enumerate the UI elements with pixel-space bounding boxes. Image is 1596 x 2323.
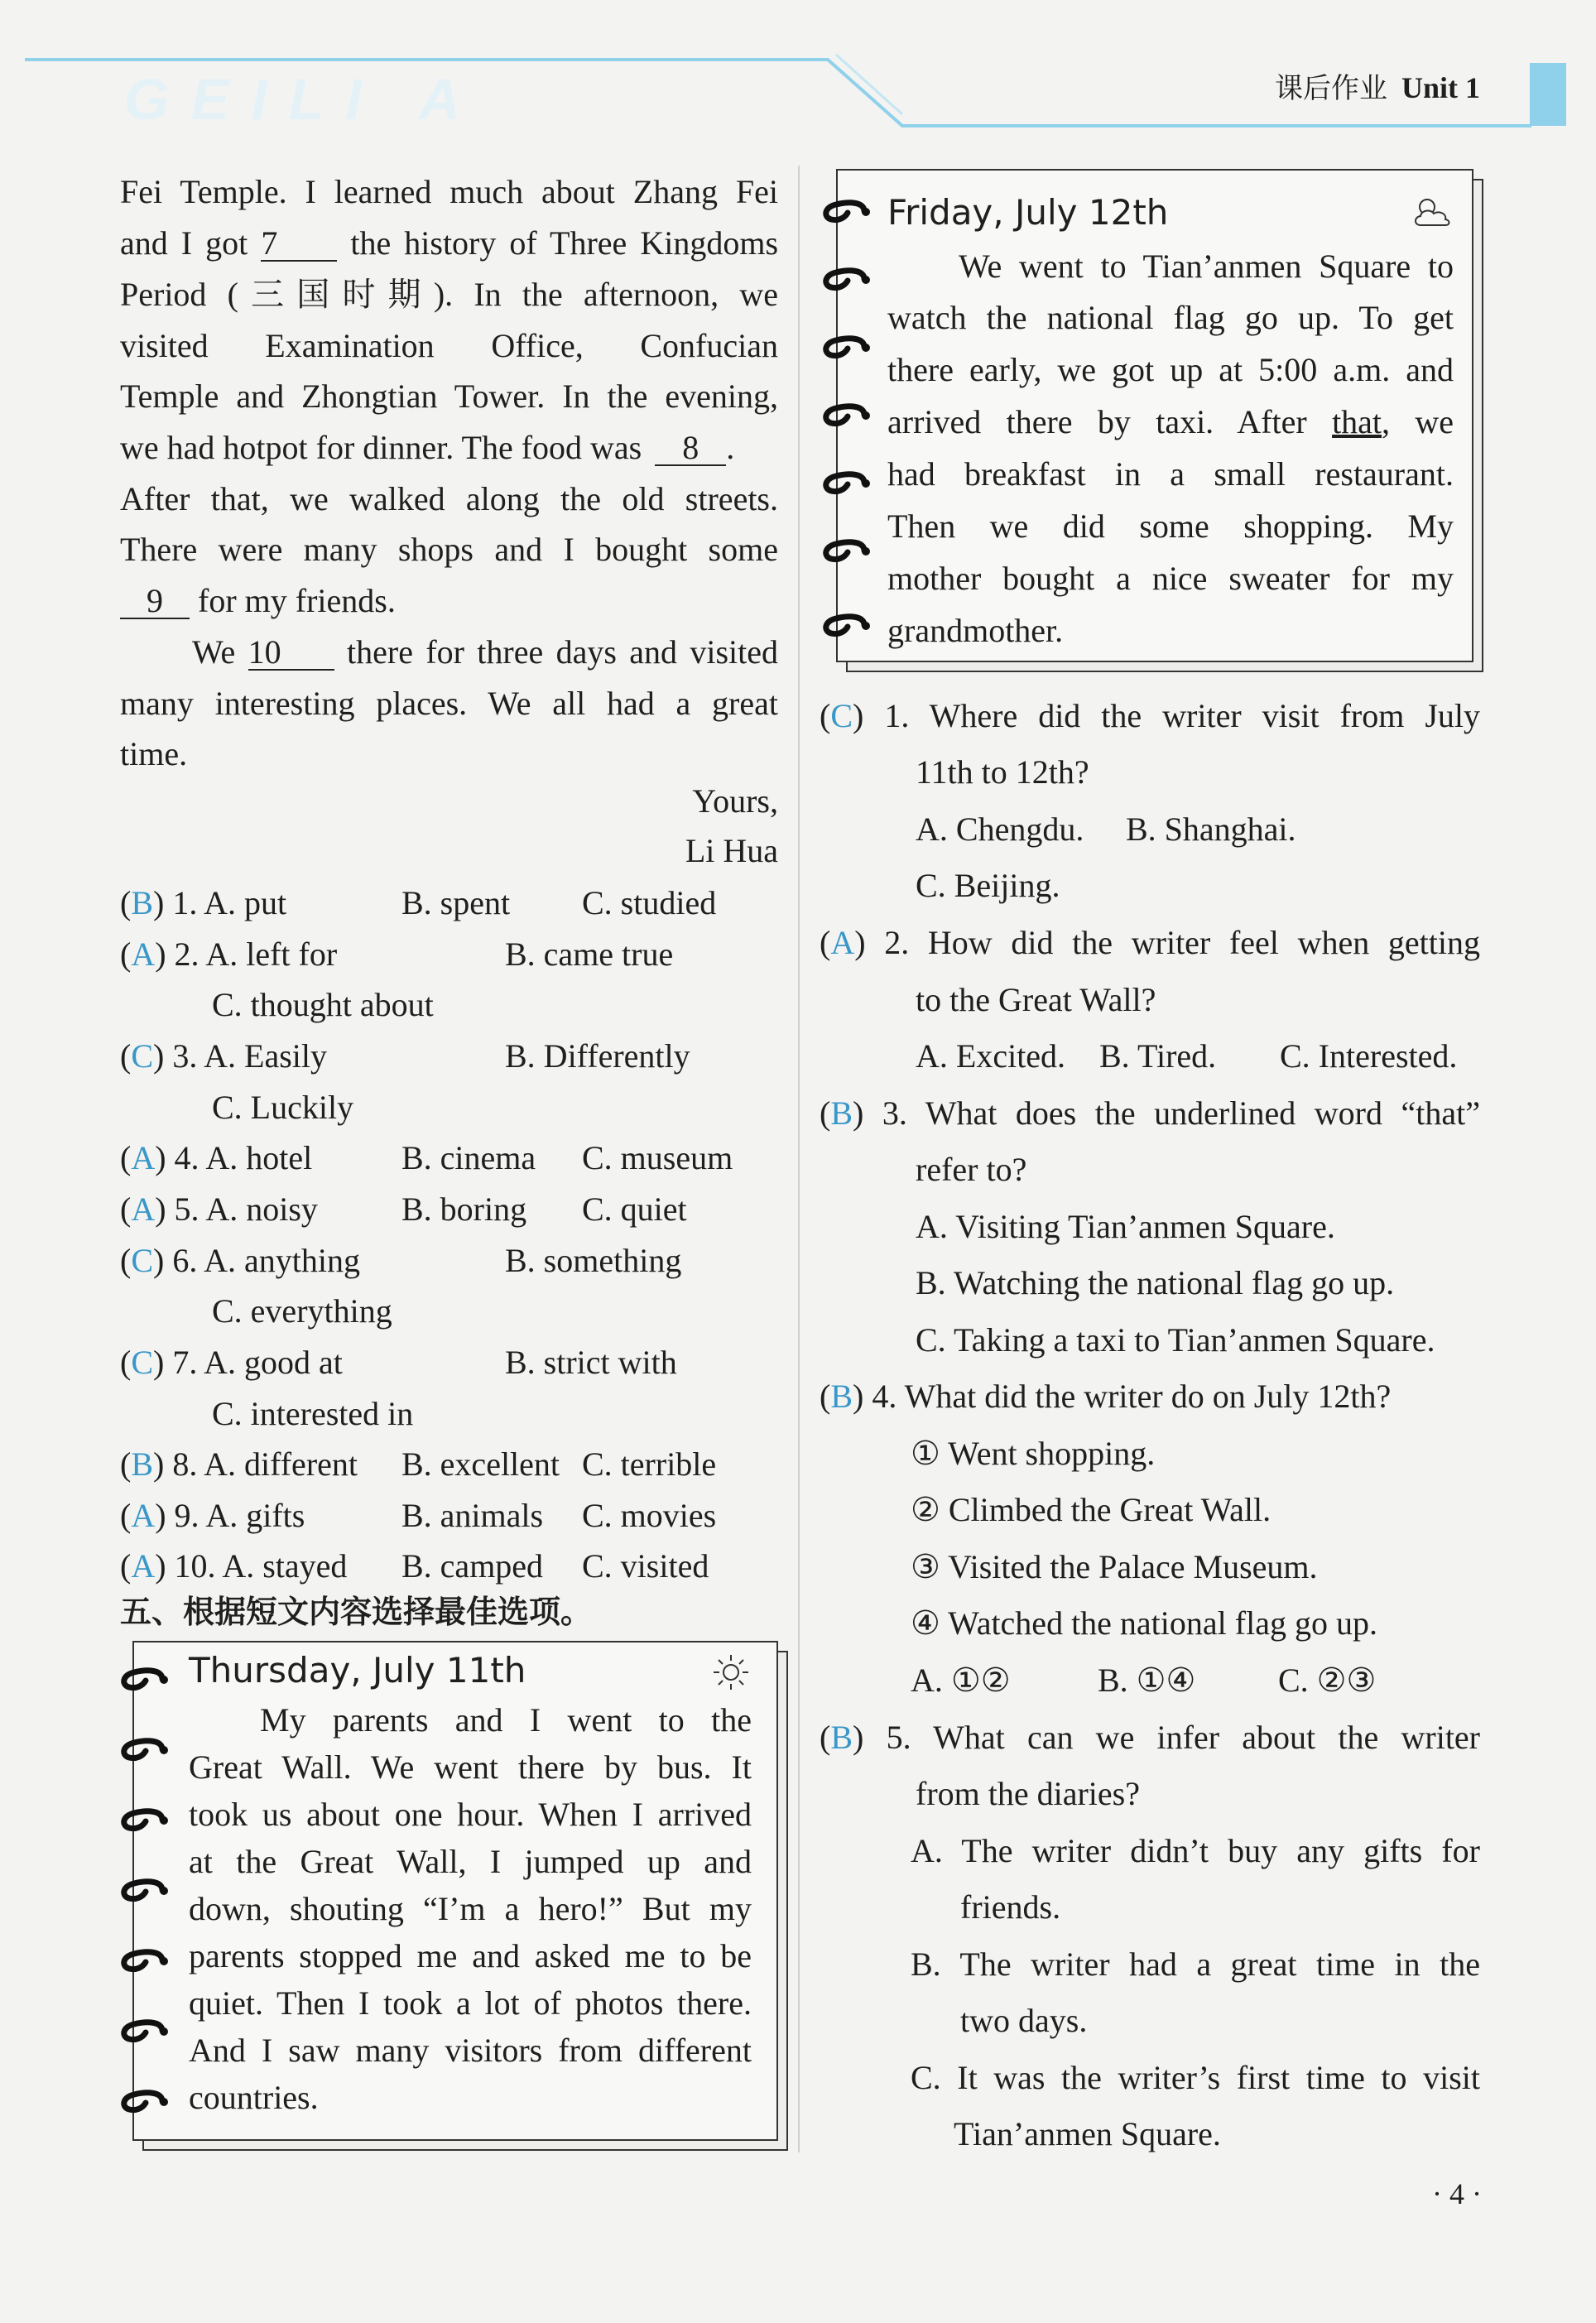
diary-line: parents stopped me and asked me to be [189,1937,752,1974]
passage-text: and I got [120,224,248,262]
option-b[interactable]: B. came true [505,935,674,973]
item-number: 7. [172,1344,198,1381]
passage-line: Fei Temple. I learned much about Zhang Fei [120,173,778,210]
passage-line: we had hotpot for dinner. The food was 8 . [120,429,735,466]
option-a[interactable]: A. hotel [205,1139,313,1176]
option-b[interactable]: B. boring [401,1190,527,1228]
option-b[interactable]: B. camped [401,1547,544,1585]
passage-text: We [192,633,236,671]
option-c[interactable]: C. everything [212,1292,392,1330]
diary-line: at the Great Wall, I jumped up and [189,1843,752,1880]
diary-line: watch the national flag go up. To get [887,299,1454,336]
sun-icon [710,1652,752,1693]
header-title-cn: 课后作业 [1275,72,1387,105]
answer-mark: A [131,1547,156,1585]
option-b[interactable]: B. excellent [401,1445,560,1483]
item-number: 1. [172,884,198,921]
answer-mark: A [131,1139,156,1176]
option-a[interactable]: A. ①② [911,1662,1011,1699]
option-a[interactable]: A. left for [205,935,338,973]
header-watermark: GEILI A [124,67,483,132]
option-c[interactable]: C. Interested. [1280,1037,1458,1075]
option-a[interactable]: A. anything [204,1242,361,1279]
answer-mark: B [830,1719,853,1756]
spiral-ring-icon [820,613,874,637]
question-stem: (C) 1. Where did the writer visit from July [820,697,1481,734]
answer-mark: B [830,1378,853,1415]
passage-line: There were many shops and I bought some [120,531,778,568]
blank-10[interactable]: 10 [248,636,334,671]
section-title: 五、根据短文内容选择最佳选项。 [120,1594,593,1630]
passage-line: Period (三国时期). In the afternoon, we [120,276,778,313]
option-b[interactable]: B. cinema [401,1139,536,1176]
option-a[interactable]: A. Chengdu. [916,810,1084,848]
diary-date: Friday, July 12th [887,192,1169,233]
option-b[interactable]: B. ①④ [1098,1662,1196,1699]
option-a[interactable]: A. gifts [205,1497,305,1534]
diary-text: , we [1382,403,1454,440]
signature: Li Hua [685,832,778,869]
diary-line: had breakfast in a small restaurant. [887,455,1454,493]
question-text: 4. What did the writer do on July 12th? [872,1378,1392,1415]
option-a-cont: friends. [960,1888,1061,1926]
item-number: 8. [172,1445,198,1483]
item-number: 3. [172,1037,198,1075]
item-number: 9. [174,1497,200,1534]
item-number: 6. [172,1242,198,1279]
option-b[interactable]: B. Differently [505,1037,690,1075]
spiral-ring-icon [118,2089,172,2114]
underlined-word: that [1332,403,1382,440]
option-c[interactable]: C. visited [582,1547,709,1585]
option-b[interactable]: B. Shanghai. [1126,810,1296,848]
header-title [1275,71,1480,105]
diary-date: Thursday, July 11th [189,1650,526,1691]
passage-text: the history of Three Kingdoms [350,224,779,262]
cloze-item: (A) 5. A. noisy [120,1190,318,1228]
cloze-item: (C) 7. A. good at [120,1344,343,1381]
header-unit: Unit 1 [1401,71,1481,104]
passage-text: we had hotpot for dinner. The food was [120,429,642,466]
item-number: 4. [174,1139,200,1176]
option-c[interactable]: C. ②③ [1278,1662,1377,1699]
question-text: 3. What does the underlined word “that” [882,1094,1480,1132]
option-a[interactable]: A. good at [204,1344,343,1381]
option-c[interactable]: C. Taking a taxi to Tian’anmen Square. [916,1321,1435,1359]
option-c[interactable]: C. Beijing. [916,867,1060,904]
diary-line: And I saw many visitors from different [189,2032,752,2069]
statement-4: ④ Watched the national flag go up. [911,1604,1377,1642]
statement-3: ③ Visited the Palace Museum. [911,1548,1318,1585]
diary-line: took us about one hour. When I arrived [189,1796,752,1833]
diary-line: We went to Tian’anmen Square to [959,248,1454,285]
passage-line: visited Examination Office, Confucian [120,327,778,364]
cloze-item: (C) 3. A. Easily [120,1037,328,1075]
closing: Yours, [692,782,778,820]
spiral-ring-icon [820,334,874,359]
item-number: 5. [174,1190,200,1228]
answer-mark: A [131,1497,156,1534]
cloze-item: (C) 6. A. anything [120,1242,361,1279]
option-b[interactable]: B. spent [401,884,511,921]
cloze-item: (B) 8. A. different [120,1445,358,1483]
option-c[interactable]: C. terrible [582,1445,717,1483]
option-c[interactable]: C. thought about [212,986,434,1023]
spiral-ring-icon [820,402,874,427]
diary-line: there early, we got up at 5:00 a.m. and [887,351,1454,388]
option-a[interactable]: A. Excited. [916,1037,1066,1075]
question-text: 1. Where did the writer visit from July [884,697,1481,734]
option-c[interactable]: C. quiet [582,1190,687,1228]
spiral-ring-icon [820,199,874,224]
cloze-item: (A) 10. A. stayed [120,1547,348,1585]
item-number: 2. [174,935,200,973]
option-b[interactable]: B. The writer had a great time in the [911,1945,1480,1983]
cloze-item: (A) 4. A. hotel [120,1139,313,1176]
question-stem: (B) 5. What can we infer about the writer [820,1719,1481,1756]
answer-mark: C [131,1344,154,1381]
cloze-item: (A) 9. A. gifts [120,1497,305,1534]
diary-line: grandmother. [887,612,1064,649]
answer-mark: A [131,1190,156,1228]
question-text: refer to? [916,1151,1027,1188]
passage-line: time. [120,735,188,772]
spiral-ring-icon [820,538,874,563]
page-number: · 4 · [1432,2177,1482,2210]
answer-mark: C [131,1037,154,1075]
question-stem: (B) 4. What did the writer do on July 12th? [820,1378,1392,1415]
diary-line: Then we did some shopping. My [887,507,1454,545]
question-stem: (A) 2. How did the writer feel when getting [820,924,1480,961]
option-c[interactable]: C. Luckily [212,1089,354,1126]
passage-line: Temple and Zhongtian Tower. In the evening, [120,378,778,415]
answer-mark: A [830,924,855,961]
option-b[interactable]: B. Tired. [1099,1037,1217,1075]
diary-line: down, shouting “I’m a hero!” But my [189,1890,752,1927]
option-a[interactable]: A. Visiting Tian’anmen Square. [916,1208,1335,1245]
blank-7[interactable]: 7 [261,227,337,262]
option-a[interactable]: A. different [204,1445,358,1483]
question-text: from the diaries? [916,1775,1140,1812]
answer-mark: C [830,697,853,734]
question-text: 2. How did the writer feel when getting [884,924,1480,961]
option-b[interactable]: B. something [505,1242,682,1279]
diary-line [887,403,1454,440]
answer-mark: B [131,884,154,921]
passage-line [120,584,396,619]
blank-8[interactable]: 8 [655,431,726,466]
passage-text: there for three days and visited [347,633,779,671]
option-c[interactable]: C. It was the writer’s first time to visit [911,2059,1480,2096]
option-c[interactable]: C. interested in [212,1395,414,1432]
item-number: 10. [174,1547,216,1585]
passage-line: After that, we walked along the old streets. [120,480,778,517]
diary-text: arrived there by taxi. After [887,403,1307,440]
spiral-ring-icon [118,1878,172,1902]
passage-line [120,224,779,262]
option-a[interactable]: A. noisy [205,1190,318,1228]
option-c[interactable]: C. movies [582,1497,717,1534]
question-text: 5. What can we infer about the writer [886,1719,1481,1756]
question-text: to the Great Wall? [916,981,1156,1018]
cloze-item: (B) 1. A. put [120,884,287,921]
column-divider [798,166,800,2152]
passage-line: many interesting places. We all had a great [120,685,778,722]
option-b[interactable]: B. Watching the national flag go up. [916,1264,1395,1301]
spiral-ring-icon [118,1666,172,1691]
cloze-item: (A) 2. A. left for [120,935,338,973]
cloudy-icon [1409,190,1455,232]
option-b[interactable]: B. strict with [505,1344,677,1381]
spiral-ring-icon [118,1807,172,1832]
option-b-cont: two days. [960,2002,1088,2039]
option-c-cont: Tian’anmen Square. [954,2115,1221,2152]
option-a[interactable]: A. put [204,884,287,921]
statement-1: ① Went shopping. [911,1435,1156,1472]
option-a[interactable]: A. stayed [222,1547,348,1585]
passage-text: for my friends. [198,582,396,619]
spiral-ring-icon [820,267,874,291]
statement-2: ② Climbed the Great Wall. [911,1491,1272,1528]
diary-line: My parents and I went to the [260,1701,752,1739]
blank-9[interactable]: 9 [120,584,190,619]
diary-line: quiet. Then I took a lot of photos there. [189,1984,752,2022]
diary-line: countries. [189,2079,319,2116]
spiral-ring-icon [118,1737,172,1762]
answer-mark: B [830,1094,853,1132]
question-stem: (B) 3. What does the underlined word “that” [820,1094,1480,1132]
diary-line: mother bought a nice sweater for my [887,560,1454,597]
spiral-ring-icon [118,1948,172,1973]
option-b[interactable]: B. animals [401,1497,544,1534]
answer-mark: B [131,1445,154,1483]
spiral-ring-icon [118,2018,172,2043]
answer-mark: C [131,1242,154,1279]
spiral-ring-icon [820,470,874,495]
question-text: 11th to 12th? [916,753,1089,791]
diary-line: Great Wall. We went there by bus. It [189,1748,752,1786]
option-c[interactable]: C. museum [582,1139,733,1176]
option-a[interactable]: A. Easily [204,1037,328,1075]
passage-line [192,633,779,671]
answer-mark: A [131,935,156,973]
option-c[interactable]: C. studied [582,884,717,921]
option-a[interactable]: A. The writer didn’t buy any gifts for [911,1832,1480,1869]
